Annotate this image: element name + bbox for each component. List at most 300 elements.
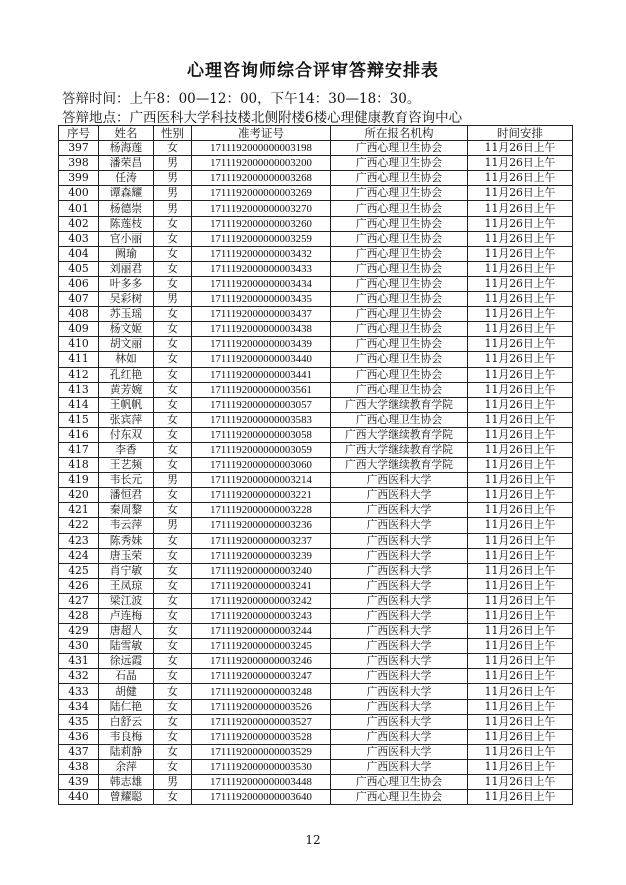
time-cell: 11月26日上午: [468, 292, 573, 307]
ticket-cell: 1711192000000003058: [192, 427, 331, 442]
ticket-cell: 1711192000000003448: [192, 775, 331, 790]
gender-cell: 女: [154, 397, 192, 412]
table-row: [59, 337, 573, 352]
ticket-cell: 1711192000000003528: [192, 729, 331, 744]
table-row: [59, 639, 573, 654]
seq-cell: 436: [59, 729, 99, 744]
name-cell: 孔红艳: [99, 367, 154, 382]
seq-cell: 397: [59, 141, 99, 156]
defense-time: 答辩时间：上午8：00—12：00，下午14：30—18：30。: [62, 91, 421, 107]
time-cell: 11月26日上午: [468, 473, 573, 488]
gender-cell: 男: [154, 775, 192, 790]
name-cell: 黄芳婉: [99, 382, 154, 397]
table-row: [59, 488, 573, 503]
time-cell: 11月26日上午: [468, 578, 573, 593]
ticket-cell: 1711192000000003640: [192, 790, 331, 805]
table-row: [59, 382, 573, 397]
seq-cell: 424: [59, 548, 99, 563]
table-row: [59, 729, 573, 744]
table-row: [59, 397, 573, 412]
time-cell: 11月26日上午: [468, 563, 573, 578]
institution-cell: 广西医科大学: [331, 503, 468, 518]
name-cell: 陆仁艳: [99, 699, 154, 714]
ticket-cell: 1711192000000003221: [192, 488, 331, 503]
institution-cell: 广西医科大学: [331, 744, 468, 759]
ticket-cell: 1711192000000003239: [192, 548, 331, 563]
table-row: [59, 533, 573, 548]
time-cell: 11月26日上午: [468, 156, 573, 171]
seq-cell: 410: [59, 337, 99, 352]
seq-cell: 440: [59, 790, 99, 805]
time-cell: 11月26日上午: [468, 458, 573, 473]
time-cell: 11月26日上午: [468, 624, 573, 639]
gender-cell: 男: [154, 171, 192, 186]
seq-cell: 427: [59, 593, 99, 608]
gender-cell: 男: [154, 156, 192, 171]
gender-cell: 女: [154, 624, 192, 639]
name-cell: 杨海莲: [99, 141, 154, 156]
table-row: [59, 367, 573, 382]
header-name: 姓名: [99, 126, 154, 141]
table-row: [59, 458, 573, 473]
ticket-cell: 1711192000000003259: [192, 231, 331, 246]
header-gender: 性别: [154, 126, 192, 141]
name-cell: 秦周黎: [99, 503, 154, 518]
time-cell: 11月26日上午: [468, 790, 573, 805]
time-cell: 11月26日上午: [468, 141, 573, 156]
seq-cell: 406: [59, 276, 99, 291]
time-cell: 11月26日上午: [468, 684, 573, 699]
ticket-cell: 1711192000000003438: [192, 322, 331, 337]
institution-cell: 广西医科大学: [331, 639, 468, 654]
table-row: [59, 231, 573, 246]
institution-cell: 广西心理卫生协会: [331, 231, 468, 246]
table-row: [59, 473, 573, 488]
time-cell: 11月26日上午: [468, 231, 573, 246]
name-cell: 吴彩树: [99, 292, 154, 307]
gender-cell: 女: [154, 699, 192, 714]
table-row: [59, 775, 573, 790]
seq-cell: 400: [59, 186, 99, 201]
header-ticket: 准考证号: [192, 126, 331, 141]
time-cell: 11月26日上午: [468, 714, 573, 729]
name-cell: 胡健: [99, 684, 154, 699]
institution-cell: 广西心理卫生协会: [331, 292, 468, 307]
name-cell: 王帆帆: [99, 397, 154, 412]
institution-cell: 广西大学继续教育学院: [331, 442, 468, 457]
institution-cell: 广西医科大学: [331, 518, 468, 533]
seq-cell: 432: [59, 669, 99, 684]
gender-cell: 女: [154, 563, 192, 578]
ticket-cell: 1711192000000003437: [192, 307, 331, 322]
table-row: [59, 442, 573, 457]
name-cell: 叶多多: [99, 276, 154, 291]
schedule-table: [58, 125, 573, 805]
institution-cell: 广西心理卫生协会: [331, 790, 468, 805]
table-row: [59, 276, 573, 291]
time-cell: 11月26日上午: [468, 744, 573, 759]
gender-cell: 女: [154, 714, 192, 729]
time-cell: 11月26日上午: [468, 427, 573, 442]
gender-cell: 女: [154, 307, 192, 322]
seq-cell: 428: [59, 609, 99, 624]
seq-cell: 412: [59, 367, 99, 382]
name-cell: 韦良梅: [99, 729, 154, 744]
ticket-cell: 1711192000000003247: [192, 669, 331, 684]
ticket-cell: 1711192000000003236: [192, 518, 331, 533]
time-cell: 11月26日上午: [468, 171, 573, 186]
ticket-cell: 1711192000000003060: [192, 458, 331, 473]
name-cell: 韦云萍: [99, 518, 154, 533]
institution-cell: 广西心理卫生协会: [331, 307, 468, 322]
table-row: [59, 593, 573, 608]
name-cell: 唐超人: [99, 624, 154, 639]
ticket-cell: 1711192000000003244: [192, 624, 331, 639]
name-cell: 林如: [99, 352, 154, 367]
seq-cell: 409: [59, 322, 99, 337]
gender-cell: 男: [154, 201, 192, 216]
institution-cell: 广西心理卫生协会: [331, 216, 468, 231]
name-cell: 韩志雄: [99, 775, 154, 790]
seq-cell: 414: [59, 397, 99, 412]
seq-cell: 415: [59, 412, 99, 427]
time-cell: 11月26日上午: [468, 609, 573, 624]
ticket-cell: 1711192000000003248: [192, 684, 331, 699]
defense-location: 答辩地点：广西医科大学科技楼北侧附楼6楼心理健康教育咨询中心: [62, 110, 463, 126]
seq-cell: 422: [59, 518, 99, 533]
institution-cell: 广西心理卫生协会: [331, 382, 468, 397]
time-cell: 11月26日上午: [468, 397, 573, 412]
gender-cell: 男: [154, 518, 192, 533]
ticket-cell: 1711192000000003527: [192, 714, 331, 729]
name-cell: 胡文丽: [99, 337, 154, 352]
name-cell: 潘荣昌: [99, 156, 154, 171]
institution-cell: 广西心理卫生协会: [331, 352, 468, 367]
institution-cell: 广西心理卫生协会: [331, 171, 468, 186]
table-header-row: [59, 126, 573, 141]
time-cell: 11月26日上午: [468, 382, 573, 397]
institution-cell: 广西医科大学: [331, 729, 468, 744]
gender-cell: 男: [154, 292, 192, 307]
gender-cell: 女: [154, 337, 192, 352]
time-cell: 11月26日上午: [468, 367, 573, 382]
ticket-cell: 1711192000000003214: [192, 473, 331, 488]
document-title: 心理咨询师综合评审答辩安排表: [187, 61, 439, 81]
table-row: [59, 141, 573, 156]
time-cell: 11月26日上午: [468, 775, 573, 790]
seq-cell: 435: [59, 714, 99, 729]
ticket-cell: 1711192000000003243: [192, 609, 331, 624]
seq-cell: 429: [59, 624, 99, 639]
seq-cell: 416: [59, 427, 99, 442]
table-row: [59, 669, 573, 684]
gender-cell: 女: [154, 427, 192, 442]
name-cell: 李香: [99, 442, 154, 457]
institution-cell: 广西心理卫生协会: [331, 276, 468, 291]
table-row: [59, 699, 573, 714]
seq-cell: 421: [59, 503, 99, 518]
seq-cell: 411: [59, 352, 99, 367]
ticket-cell: 1711192000000003439: [192, 337, 331, 352]
name-cell: 白舒云: [99, 714, 154, 729]
time-cell: 11月26日上午: [468, 201, 573, 216]
time-cell: 11月26日上午: [468, 518, 573, 533]
institution-cell: 广西心理卫生协会: [331, 367, 468, 382]
table-row: [59, 790, 573, 805]
institution-cell: 广西医科大学: [331, 473, 468, 488]
ticket-cell: 1711192000000003246: [192, 654, 331, 669]
table-row: [59, 307, 573, 322]
seq-cell: 439: [59, 775, 99, 790]
gender-cell: 男: [154, 186, 192, 201]
gender-cell: 女: [154, 790, 192, 805]
table-row: [59, 261, 573, 276]
time-cell: 11月26日上午: [468, 246, 573, 261]
gender-cell: 女: [154, 533, 192, 548]
time-cell: 11月26日上午: [468, 669, 573, 684]
time-cell: 11月26日上午: [468, 216, 573, 231]
name-cell: 肖宁敏: [99, 563, 154, 578]
gender-cell: 女: [154, 684, 192, 699]
name-cell: 陆莉静: [99, 744, 154, 759]
table-row: [59, 171, 573, 186]
time-cell: 11月26日上午: [468, 759, 573, 774]
seq-cell: 402: [59, 216, 99, 231]
table-row: [59, 322, 573, 337]
time-cell: 11月26日上午: [468, 322, 573, 337]
ticket-cell: 1711192000000003435: [192, 292, 331, 307]
name-cell: 陈秀妹: [99, 533, 154, 548]
institution-cell: 广西医科大学: [331, 488, 468, 503]
gender-cell: 女: [154, 231, 192, 246]
ticket-cell: 1711192000000003228: [192, 503, 331, 518]
name-cell: 苏玉瑶: [99, 307, 154, 322]
time-cell: 11月26日上午: [468, 503, 573, 518]
institution-cell: 广西医科大学: [331, 624, 468, 639]
gender-cell: 女: [154, 458, 192, 473]
institution-cell: 广西医科大学: [331, 669, 468, 684]
table-row: [59, 578, 573, 593]
ticket-cell: 1711192000000003270: [192, 201, 331, 216]
institution-cell: 广西医科大学: [331, 593, 468, 608]
institution-cell: 广西大学继续教育学院: [331, 458, 468, 473]
gender-cell: 女: [154, 261, 192, 276]
time-cell: 11月26日上午: [468, 186, 573, 201]
seq-cell: 425: [59, 563, 99, 578]
ticket-cell: 1711192000000003198: [192, 141, 331, 156]
time-cell: 11月26日上午: [468, 352, 573, 367]
table-row: [59, 186, 573, 201]
name-cell: 王凤琼: [99, 578, 154, 593]
ticket-cell: 1711192000000003432: [192, 246, 331, 261]
gender-cell: 女: [154, 609, 192, 624]
table-row: [59, 352, 573, 367]
seq-cell: 420: [59, 488, 99, 503]
table-row: [59, 216, 573, 231]
seq-cell: 418: [59, 458, 99, 473]
time-cell: 11月26日上午: [468, 488, 573, 503]
table-row: [59, 156, 573, 171]
gender-cell: 女: [154, 759, 192, 774]
table-row: [59, 412, 573, 427]
gender-cell: 女: [154, 744, 192, 759]
name-cell: 唐玉荣: [99, 548, 154, 563]
time-cell: 11月26日上午: [468, 442, 573, 457]
seq-cell: 408: [59, 307, 99, 322]
name-cell: 王艺频: [99, 458, 154, 473]
table-row: [59, 548, 573, 563]
table-row: [59, 684, 573, 699]
institution-cell: 广西心理卫生协会: [331, 141, 468, 156]
name-cell: 潘恒君: [99, 488, 154, 503]
gender-cell: 女: [154, 442, 192, 457]
ticket-cell: 1711192000000003242: [192, 593, 331, 608]
ticket-cell: 1711192000000003440: [192, 352, 331, 367]
name-cell: 陈莲枝: [99, 216, 154, 231]
seq-cell: 431: [59, 654, 99, 669]
time-cell: 11月26日上午: [468, 593, 573, 608]
name-cell: 杨文姬: [99, 322, 154, 337]
header-time: 时间安排: [468, 126, 573, 141]
seq-cell: 426: [59, 578, 99, 593]
page-number: 12: [305, 833, 321, 847]
name-cell: 余萍: [99, 759, 154, 774]
time-cell: 11月26日上午: [468, 276, 573, 291]
gender-cell: 女: [154, 276, 192, 291]
table-row: [59, 246, 573, 261]
institution-cell: 广西医科大学: [331, 548, 468, 563]
gender-cell: 女: [154, 488, 192, 503]
ticket-cell: 1711192000000003529: [192, 744, 331, 759]
gender-cell: 女: [154, 382, 192, 397]
table-row: [59, 292, 573, 307]
ticket-cell: 1711192000000003583: [192, 412, 331, 427]
seq-cell: 399: [59, 171, 99, 186]
gender-cell: 女: [154, 352, 192, 367]
name-cell: 官小丽: [99, 231, 154, 246]
ticket-cell: 1711192000000003200: [192, 156, 331, 171]
name-cell: 曾耀聪: [99, 790, 154, 805]
ticket-cell: 1711192000000003260: [192, 216, 331, 231]
ticket-cell: 1711192000000003245: [192, 639, 331, 654]
gender-cell: 女: [154, 654, 192, 669]
ticket-cell: 1711192000000003237: [192, 533, 331, 548]
time-cell: 11月26日上午: [468, 261, 573, 276]
name-cell: 卢连梅: [99, 609, 154, 624]
name-cell: 韦长元: [99, 473, 154, 488]
institution-cell: 广西心理卫生协会: [331, 156, 468, 171]
time-cell: 11月26日上午: [468, 654, 573, 669]
gender-cell: 男: [154, 473, 192, 488]
seq-cell: 419: [59, 473, 99, 488]
table-row: [59, 714, 573, 729]
seq-cell: 407: [59, 292, 99, 307]
institution-cell: 广西医科大学: [331, 714, 468, 729]
time-cell: 11月26日上午: [468, 412, 573, 427]
gender-cell: 女: [154, 639, 192, 654]
time-cell: 11月26日上午: [468, 699, 573, 714]
ticket-cell: 1711192000000003433: [192, 261, 331, 276]
institution-cell: 广西心理卫生协会: [331, 337, 468, 352]
time-cell: 11月26日上午: [468, 548, 573, 563]
seq-cell: 405: [59, 261, 99, 276]
table-row: [59, 624, 573, 639]
seq-cell: 437: [59, 744, 99, 759]
time-cell: 11月26日上午: [468, 337, 573, 352]
name-cell: 徐远霞: [99, 654, 154, 669]
institution-cell: 广西医科大学: [331, 609, 468, 624]
time-cell: 11月26日上午: [468, 533, 573, 548]
name-cell: 刘丽君: [99, 261, 154, 276]
time-cell: 11月26日上午: [468, 639, 573, 654]
seq-cell: 398: [59, 156, 99, 171]
table-row: [59, 427, 573, 442]
institution-cell: 广西心理卫生协会: [331, 412, 468, 427]
table-row: [59, 759, 573, 774]
name-cell: 梁江波: [99, 593, 154, 608]
ticket-cell: 1711192000000003057: [192, 397, 331, 412]
table-row: [59, 609, 573, 624]
seq-cell: 423: [59, 533, 99, 548]
ticket-cell: 1711192000000003241: [192, 578, 331, 593]
gender-cell: 女: [154, 216, 192, 231]
ticket-cell: 1711192000000003530: [192, 759, 331, 774]
seq-cell: 404: [59, 246, 99, 261]
institution-cell: 广西医科大学: [331, 578, 468, 593]
gender-cell: 女: [154, 669, 192, 684]
gender-cell: 女: [154, 246, 192, 261]
seq-cell: 434: [59, 699, 99, 714]
gender-cell: 女: [154, 141, 192, 156]
ticket-cell: 1711192000000003240: [192, 563, 331, 578]
table-row: [59, 563, 573, 578]
seq-cell: 438: [59, 759, 99, 774]
gender-cell: 女: [154, 593, 192, 608]
institution-cell: 广西心理卫生协会: [331, 246, 468, 261]
seq-cell: 401: [59, 201, 99, 216]
table-row: [59, 201, 573, 216]
header-seq: 序号: [59, 126, 99, 141]
table-row: [59, 654, 573, 669]
institution-cell: 广西医科大学: [331, 684, 468, 699]
institution-cell: 广西医科大学: [331, 654, 468, 669]
ticket-cell: 1711192000000003441: [192, 367, 331, 382]
institution-cell: 广西医科大学: [331, 759, 468, 774]
institution-cell: 广西心理卫生协会: [331, 201, 468, 216]
gender-cell: 女: [154, 322, 192, 337]
institution-cell: 广西心理卫生协会: [331, 322, 468, 337]
ticket-cell: 1711192000000003059: [192, 442, 331, 457]
table-row: [59, 744, 573, 759]
name-cell: 张宾萍: [99, 412, 154, 427]
gender-cell: 女: [154, 578, 192, 593]
institution-cell: 广西心理卫生协会: [331, 261, 468, 276]
name-cell: 任涛: [99, 171, 154, 186]
institution-cell: 广西大学继续教育学院: [331, 397, 468, 412]
ticket-cell: 1711192000000003434: [192, 276, 331, 291]
name-cell: 阙瑜: [99, 246, 154, 261]
institution-cell: 广西大学继续教育学院: [331, 427, 468, 442]
name-cell: 付东双: [99, 427, 154, 442]
ticket-cell: 1711192000000003268: [192, 171, 331, 186]
table-body: [59, 141, 573, 805]
header-institution: 所在报名机构: [331, 126, 468, 141]
gender-cell: 女: [154, 503, 192, 518]
gender-cell: 女: [154, 729, 192, 744]
seq-cell: 430: [59, 639, 99, 654]
institution-cell: 广西医科大学: [331, 563, 468, 578]
seq-cell: 417: [59, 442, 99, 457]
